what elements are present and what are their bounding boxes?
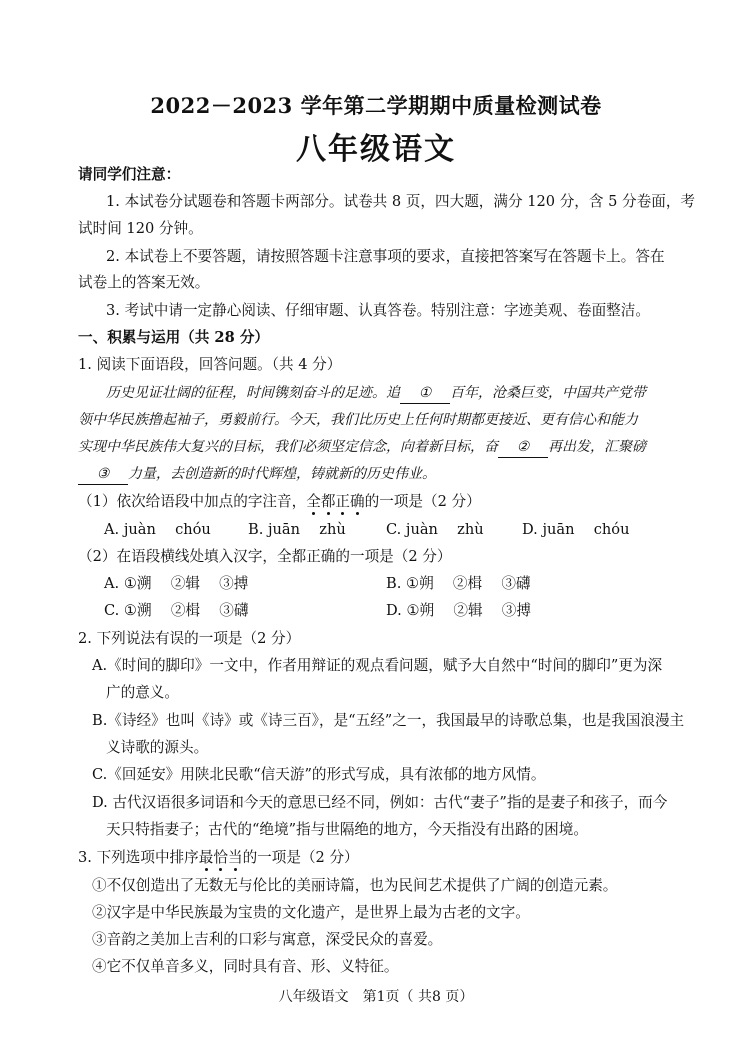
passage-line-1: 历史见证壮阔的征程，时间镌刻奋斗的足迹。追 ① 百年，沧桑巨变，中国共产党带 [106,383,646,404]
notice-item-1: 1. 本试卷分试题卷和答题卡两部分。试卷共 8 页，四大题，满分 120 分，含 5 分卷面，考 [106,193,696,210]
subquestion-2: （2）在语段横线处填入汉字，全都正确的一项是（2 分） [78,548,452,565]
emphasis-char: 恰 [213,849,228,866]
subject-title: 八年级语文 [296,132,456,167]
dotted-emphasis [306,493,364,510]
section-heading: 一、积累与运用（共 28 分） [78,329,270,346]
passage-line-2: 领中华民族撸起袖子，勇毅前行。今天，我们比历史上任何时期都更接近、更有信心和能力 [78,412,638,428]
notice-item-2: 2. 本试卷上不要答题，请按照答题卡注意事项的要求，直接把答案写在答题卡上。答在 [106,248,665,265]
question-2-stem: 2. 下列说法有误的一项是（2 分） [78,630,301,647]
blank-3: ③ [78,464,128,485]
subq1-option-c: C. juàn zhù [386,521,484,538]
emphasis-char: 确 [350,493,365,510]
blank-1: ① [400,383,450,404]
subq1-option-a: A. juàn chóu [104,521,211,538]
emphasis-char: 都 [320,493,336,510]
q3-sentence-1: ①不仅创造出了无数无与伦比的美丽诗篇，也为民间艺术提供了广阔的创造元素。 [92,877,618,894]
emphasis-char: 当 [227,849,243,866]
q2-option-a-cont: 广的意义。 [106,684,179,701]
q2-option-b-cont: 义诗歌的源头。 [106,739,209,756]
notice-heading: 请同学们注意： [78,166,181,183]
q2-option-d-cont: 天只特指妻子；古代的“绝境”指与世隔绝的地方，今天指没有出路的困境。 [106,821,588,838]
page-footer: 八年级语文 第1页（ 共8 页） [278,989,474,1005]
subq2-option-d: D. ①朔 ②辑 ③搏 [386,602,531,619]
subq2-option-a: A. ①溯 ②辑 ③搏 [104,575,249,592]
emphasis-char: 全 [306,493,321,510]
notice-item-1-cont: 试时间 120 分钟。 [78,220,203,237]
question-3-stem: 3. 下列选项中排序最恰当的一项是（2 分） [78,849,359,866]
dotted-emphasis [199,849,243,866]
q2-option-d: D. 古代汉语很多词语和今天的意思已经不同，例如：古代“妻子”指的是妻子和孩子，而今 [92,794,668,811]
exam-title: 2022－2023 学年第二学期期中质量检测试卷 [150,93,602,118]
subq1-option-b: B. juān zhù [248,521,346,538]
subq1-option-d: D. juān chóu [522,521,630,538]
subquestion-1: （1）依次给语段中加点的字注音，全都正确的一项是（2 分） [78,493,481,510]
q3-sentence-2: ②汉字是中华民族最为宝贵的文化遗产，是世界上最为古老的文字。 [92,904,530,921]
notice-item-2-cont: 试卷上的答案无效。 [78,274,210,291]
emphasis-char: 最 [198,849,214,866]
question-1-stem: 1. 阅读下面语段，回答问题。（共 4 分） [78,356,342,373]
q2-option-a: A.《时间的脚印》一文中，作者用辩证的观点看问题，赋予大自然中“时间的脚印”更为深 [92,657,663,674]
notice-item-3: 3. 考试中请一定静心阅读、仔细审题、认真答卷。特别注意：字迹美观、卷面整洁。 [106,302,650,319]
q3-sentence-3: ③音韵之美加上吉利的口彩与寓意，深受民众的喜爱。 [92,931,443,948]
q2-option-b: B.《诗经》也叫《诗》或《诗三百》，是“五经”之一，我国最早的诗歌总集，也是我国浪漫主 [92,712,685,729]
q3-sentence-4: ④它不仅单音多义，同时具有音、形、义特征。 [92,958,399,975]
passage-line-3: 实现中华民族伟大复兴的目标，我们必须坚定信念，向着新目标，奋 ② 再出发，汇聚磅 [78,437,646,458]
passage-line-4: ③ 力量，去创造新的时代辉煌，铸就新的历史伟业。 [78,464,436,485]
q2-option-c: C.《回延安》用陕北民歌“信天游”的形式写成，具有浓郁的地方风情。 [92,766,546,783]
subq2-option-b: B. ①朔 ②楫 ③礴 [386,575,531,592]
blank-2: ② [498,437,548,458]
subq2-option-c: C. ①溯 ②楫 ③礴 [104,602,249,619]
emphasis-char: 正 [335,493,351,510]
